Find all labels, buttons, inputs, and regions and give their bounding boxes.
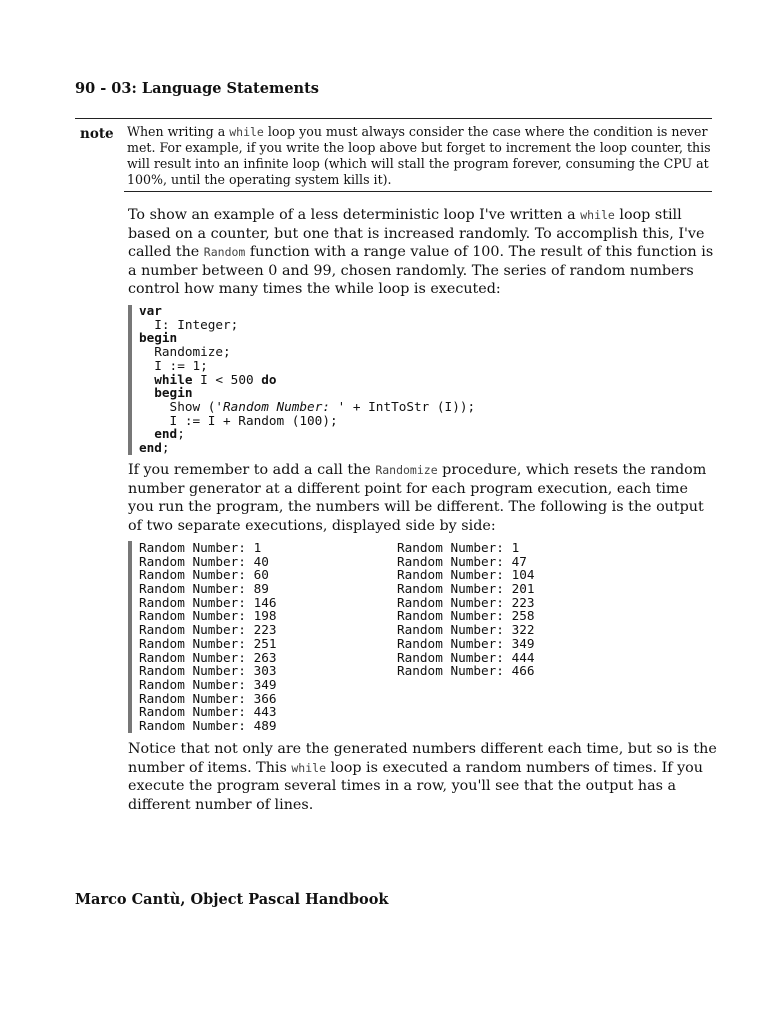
output-line: Random Number: 60	[139, 567, 269, 583]
output-line: Random Number: 1	[139, 540, 262, 555]
output-line: Random Number: 366	[139, 690, 277, 706]
output-line: Random Number: 104	[397, 567, 535, 583]
note-top-rule	[75, 118, 712, 119]
output-line: Random Number: 322	[397, 622, 535, 638]
output-line: Random Number: 263	[139, 649, 277, 665]
output-line: Random Number: 443	[139, 704, 277, 720]
note-text: When writing a while loop you must always consider the case where the condition is never met. For example, if you write the loop above but forget to increment the loop counter, this will result into an infinite loop (which will stall the program forever, consuming the CPU at 100%, until the operating system kills it).	[127, 124, 711, 187]
note-code-while: while	[229, 125, 264, 139]
output-line: Random Number: 466	[397, 663, 535, 679]
output-line: Random Number: 258	[397, 608, 535, 624]
output-block-bar	[128, 541, 132, 733]
output-left-column	[139, 541, 277, 733]
output-line: Random Number: 349	[139, 676, 277, 692]
output-line: Random Number: 146	[139, 594, 277, 610]
note-bottom-rule	[124, 191, 712, 192]
output-line: Random Number: 349	[397, 635, 535, 651]
output-line: Random Number: 1	[397, 540, 520, 555]
output-line: Random Number: 223	[139, 622, 277, 638]
output-right-column	[397, 541, 535, 678]
output-line: Random Number: 201	[397, 581, 535, 597]
output-line: Random Number: 223	[397, 594, 535, 610]
output-line: Random Number: 444	[397, 649, 535, 665]
code-block-bar	[128, 305, 132, 455]
code-block: var I: Integer; begin Randomize; I := 1; while I < 500 do begin Show ('Random Number: ' + IntToStr (I)); I := I + Random (100); end; end;	[139, 303, 476, 456]
output-line: Random Number: 47	[397, 553, 527, 569]
paragraph-random-loop: To show an example of a less deterministic loop I've written a while loop still based on a counter, but one that is increased randomly. To accomplish this, I've called the Random function with a range value of 100. The result of this function is a number between 0 and 99, chosen randomly. The series of random numbers control how many times the while loop is executed:	[128, 207, 714, 298]
output-line: Random Number: 89	[139, 581, 269, 597]
output-line: Random Number: 489	[139, 717, 277, 733]
page-footer: Marco Cantù, Object Pascal Handbook	[75, 891, 389, 908]
page-header: 90 - 03: Language Statements	[75, 80, 319, 97]
output-line: Random Number: 198	[139, 608, 277, 624]
note-label: note	[80, 126, 114, 142]
output-line: Random Number: 40	[139, 553, 269, 569]
paragraph-notice: Notice that not only are the generated numbers different each time, but so is the number of items. This while loop is executed a random numbers of times. If you execute the program several times in a row, you'll see that the output has a different number of lines.	[128, 741, 717, 813]
paragraph-randomize: If you remember to add a call the Randomize procedure, which resets the random number generator at a different point for each program execution, each time you run the program, the numbers will be different. The following is the output of two separate executions, displayed side by side:	[128, 462, 707, 534]
output-line: Random Number: 251	[139, 635, 277, 651]
output-line: Random Number: 303	[139, 663, 277, 679]
